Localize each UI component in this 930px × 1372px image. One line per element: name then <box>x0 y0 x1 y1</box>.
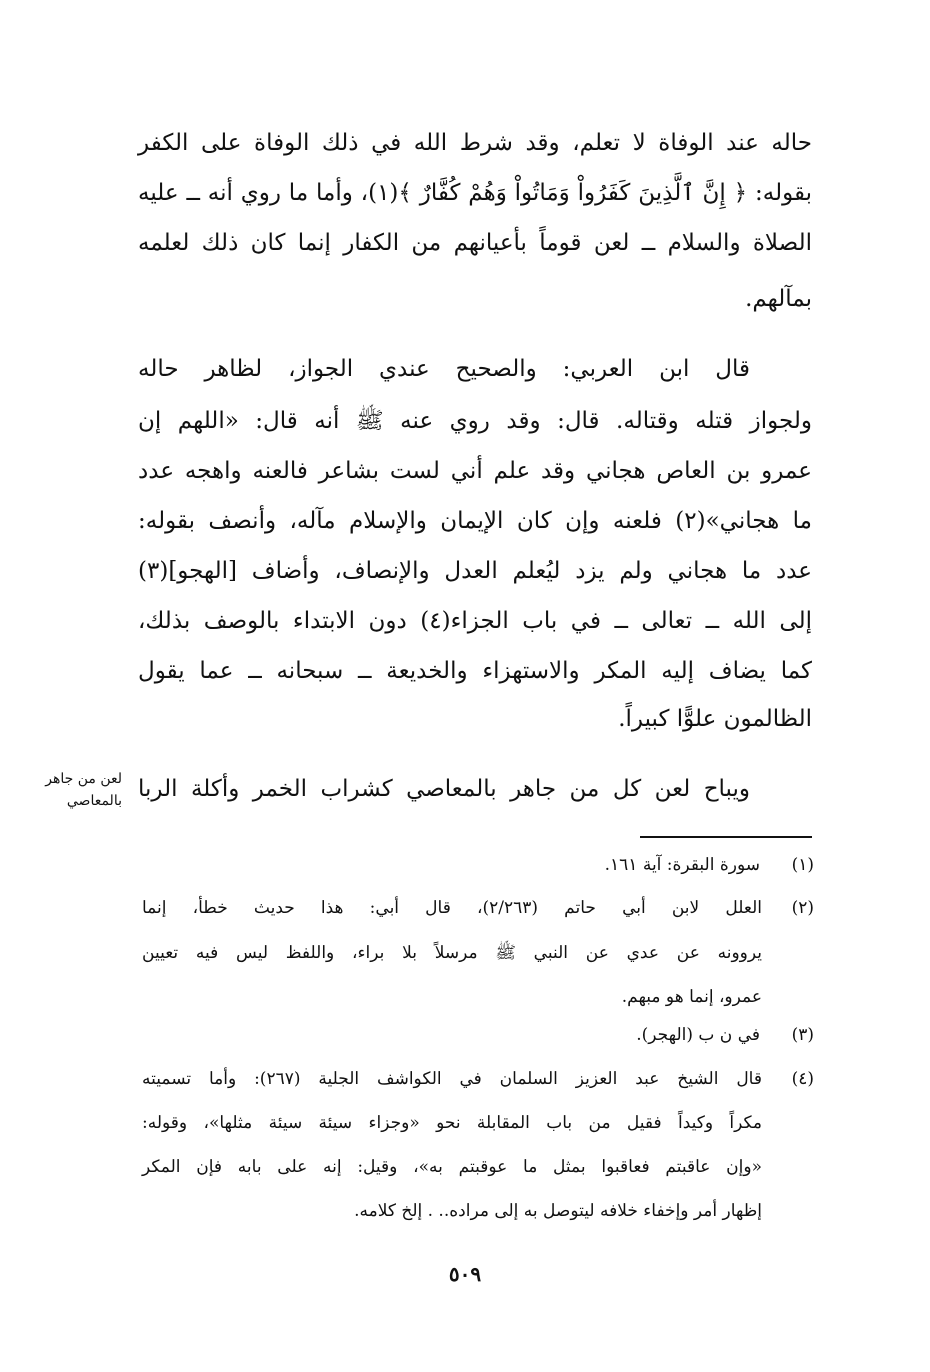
text-line: حاله عند الوفاة لا تعلم، وقد شرط الله في ذلك الوفاة على الكفر <box>138 130 812 156</box>
page-number: ٥٠٩ <box>448 1262 482 1286</box>
footnote-line: قال الشيخ عبد العزيز السلمان في الكواشف الجلية (٢٦٧): وأما تسميته <box>142 1069 762 1089</box>
margin-note-line: بالمعاصي <box>66 793 122 809</box>
text-line: قال ابن العربي: والصحيح عندي الجواز، لظاهر حاله <box>138 356 750 382</box>
text-line: الظالمون علوًّا كبيراً. <box>618 706 812 732</box>
text-line: بمآلهم. <box>745 286 812 312</box>
text-line: الصلاة والسلام ــ لعن قوماً بأعيانهم من الكفار إنما كان ذلك لعلمه <box>138 230 812 256</box>
footnote-separator <box>640 836 812 838</box>
footnote-line: «وإن عاقبتم فعاقبوا بمثل ما عوقبتم به»، وقيل: إنه على بابه فإن المكر <box>142 1157 762 1177</box>
text-line: إلى الله ــ تعالى ــ في باب الجزاء(٤) دون الابتداء بالوصف بذلك، <box>138 608 812 634</box>
footnote-number: (٤) <box>791 1069 814 1089</box>
footnote-number: (٢) <box>791 898 814 918</box>
footnote-line: يروونه عن عدي عن النبي ﷺ مرسلاً بلا براء، واللفظ ليس فيه تعيين <box>142 943 762 963</box>
footnote-line: سورة البقرة: آية ١٦١. <box>604 855 760 875</box>
footnote-line: مكراً وكيداً فقيل من باب المقابلة نحو «وجزاء سيئة سيئة مثلها»، وقوله: <box>142 1113 763 1133</box>
text-line: عدد ما هجاني ولم يزد ليُعلم العدل والإنصاف، وأضاف [الهجو](٣) <box>138 558 812 584</box>
text-line: كما يضاف إليه المكر والاستهزاء والخديعة ــ سبحانه ــ عما يقول <box>138 658 812 684</box>
text-line: بقوله: ﴿ إِنَّ ٱلَّذِينَ كَفَرُواْ وَمَاتُواْ وَهُمْ كُفَّارٌ ﴾(١)، وأما ما روي أنه ــ عليه <box>138 180 812 206</box>
footnote-number: (٣) <box>791 1025 814 1045</box>
footnote-line: العلل لابن أبي حاتم (٢/٢٦٣)، قال أبي: هذا حديث خطأ، إنما <box>142 898 762 918</box>
text-line: ما هجاني»(٢) فلعنه وإن كان الإيمان والإسلام مآله، وأنصف بقوله: <box>138 508 812 534</box>
footnote-line: في ن ب (الهجر). <box>636 1025 760 1045</box>
footnote-line: عمرو، إنما هو مبهم. <box>621 987 762 1007</box>
text-line: ويباح لعن كل من جاهر بالمعاصي كشراب الخمر وأكلة الربا <box>138 776 750 802</box>
margin-note <box>40 768 122 812</box>
text-line: ولجواز قتله وقتاله. قال: وقد روي عنه ﷺ أنه قال: «اللهم إن <box>138 408 812 434</box>
footnote-line: إظهار أمر وإخفاء خلافه ليتوصل به إلى مراده.. . إلخ كلامه. <box>354 1201 762 1221</box>
text-line: عمرو بن العاص هجاني وقد علم أني لست بشاعر فالعنه واهجه عدد <box>138 458 812 484</box>
footnote-number: (١) <box>791 855 814 875</box>
margin-note-line: لعن من جاهر <box>45 771 122 787</box>
